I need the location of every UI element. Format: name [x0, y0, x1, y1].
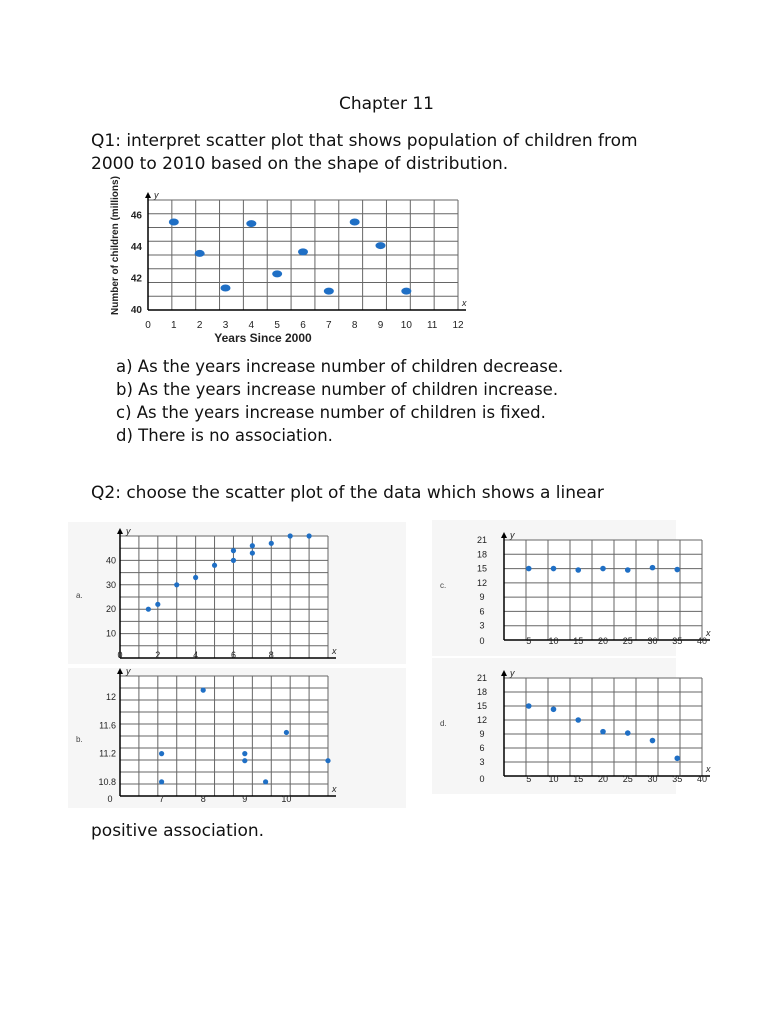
data-point: [284, 730, 289, 735]
data-point: [159, 751, 164, 756]
option-b: b) As the years increase number of children increase.: [116, 380, 559, 399]
x-tick-label: 15: [573, 774, 584, 784]
y-tick-label: 21: [476, 673, 488, 683]
data-point: [674, 755, 680, 761]
panel-letter: c.: [440, 581, 447, 590]
x-tick-label: 5: [274, 320, 280, 331]
data-point: [350, 219, 360, 226]
data-point: [600, 729, 606, 735]
plot-area: [504, 678, 702, 776]
x-tick-label: 8: [200, 794, 206, 804]
x-tick-label: 7: [159, 794, 165, 804]
x-tick-label: 4: [193, 650, 199, 660]
y-tick-label: 10: [105, 628, 116, 639]
data-point: [376, 242, 386, 249]
data-point: [155, 602, 160, 607]
x-tick-label: 25: [622, 774, 633, 784]
data-point: [195, 250, 205, 257]
x-tick-label: 5: [526, 636, 532, 646]
y-tick-label: 3: [479, 757, 485, 767]
data-point: [212, 563, 217, 568]
data-point: [325, 758, 330, 763]
y-tick-label: 6: [479, 743, 485, 753]
q1-scatter-chart: [100, 176, 467, 352]
x-tick-label: 2: [196, 320, 203, 331]
q1-options: [116, 355, 563, 447]
y-tick-label: 9: [479, 729, 485, 739]
x-tick-label: 40: [696, 636, 708, 646]
data-point: [250, 543, 255, 548]
q2-text-line2: positive association.: [91, 821, 265, 841]
y-tick-label: 12: [105, 692, 116, 703]
q2-text-line1: Q2: choose the scatter plot of the data which shows a linear: [91, 483, 604, 503]
x-tick-label: 0: [479, 774, 485, 784]
y-axis-letter: y: [154, 190, 159, 200]
y-tick-label: 3: [479, 620, 485, 631]
data-point: [250, 550, 255, 555]
x-axis-label: Years Since 2000: [214, 331, 312, 345]
y-tick-label: 44: [130, 242, 142, 254]
x-tick-label: 0: [117, 650, 123, 660]
x-tick-label: 7: [326, 320, 332, 331]
data-point: [551, 706, 557, 712]
option-d: d) There is no association.: [116, 426, 333, 445]
data-point: [526, 703, 532, 709]
data-point: [231, 558, 236, 563]
y-tick-label: 6: [479, 606, 485, 617]
panel-letter: b.: [76, 735, 83, 744]
y-axis-letter: y: [510, 668, 515, 678]
y-axis-letter: y: [126, 526, 131, 536]
x-tick-label: 9: [242, 794, 248, 804]
y-tick-label: 40: [130, 305, 142, 316]
data-point: [650, 738, 656, 744]
data-point: [650, 565, 656, 571]
y-tick-label: 15: [476, 701, 488, 711]
data-point: [159, 779, 164, 784]
y-axis-letter: y: [510, 530, 515, 540]
y-tick-label: 30: [105, 579, 116, 590]
data-point: [625, 567, 631, 573]
data-point: [221, 285, 231, 292]
x-tick-label: 10: [548, 636, 559, 646]
x-tick-label: 12: [452, 320, 464, 331]
data-point: [324, 288, 334, 295]
x-tick-label: 0: [107, 794, 113, 804]
y-axis-arrow: [145, 192, 151, 198]
x-tick-label: 20: [597, 636, 609, 646]
data-point: [306, 533, 311, 538]
x-tick-label: 4: [248, 320, 255, 331]
data-point: [600, 566, 606, 572]
y-tick-label: 42: [130, 273, 142, 285]
data-point: [288, 533, 293, 538]
y-axis-label: Number of children (millions): [110, 176, 121, 315]
x-axis-letter: x: [332, 784, 337, 794]
y-tick-label: 46: [130, 210, 142, 222]
x-tick-label: 30: [647, 636, 658, 646]
y-tick-label: 11.6: [99, 720, 116, 731]
y-tick-label: 21: [476, 535, 488, 545]
x-tick-label: 6: [300, 320, 306, 331]
q2-scatter-chart-d: [432, 658, 711, 794]
data-point: [401, 288, 411, 295]
data-point: [674, 567, 680, 573]
x-tick-label: 6: [230, 650, 236, 660]
x-tick-label: 15: [573, 636, 584, 646]
data-point: [263, 779, 268, 784]
y-tick-label: 15: [476, 563, 488, 574]
x-tick-label: 10: [548, 774, 559, 784]
x-tick-label: 1: [171, 320, 177, 331]
data-point: [146, 607, 151, 612]
data-point: [272, 270, 282, 277]
q1-text-line2: 2000 to 2010 based on the shape of distribution.: [91, 154, 509, 174]
y-tick-label: 11.2: [99, 748, 116, 759]
data-point: [201, 688, 206, 693]
data-point: [242, 751, 247, 756]
x-tick-label: 5: [526, 774, 532, 784]
data-point: [526, 566, 532, 572]
x-tick-label: 30: [647, 774, 658, 784]
plot-area: [504, 540, 702, 640]
data-point: [551, 566, 557, 572]
panel-letter: d.: [440, 719, 447, 728]
data-point: [269, 541, 274, 546]
data-point: [174, 582, 179, 587]
data-point: [242, 758, 247, 763]
y-tick-label: 40: [105, 555, 116, 566]
data-point: [169, 219, 179, 226]
q2-scatter-chart-c: [432, 520, 711, 656]
data-point: [575, 567, 581, 573]
x-tick-label: 8: [351, 320, 358, 331]
data-point: [193, 575, 198, 580]
x-tick-label: 2: [155, 650, 161, 660]
x-tick-label: 0: [479, 636, 485, 646]
x-tick-label: 35: [672, 636, 683, 646]
x-tick-label: 3: [222, 320, 229, 331]
y-axis-letter: y: [126, 666, 131, 676]
option-a: a) As the years increase number of children decrease.: [116, 357, 564, 376]
y-tick-label: 20: [105, 604, 116, 615]
option-c: c) As the years increase number of children is fixed.: [116, 403, 546, 422]
panel-letter: a.: [76, 591, 83, 600]
x-axis-letter: x: [332, 646, 337, 656]
data-point: [575, 717, 581, 723]
x-tick-label: 8: [268, 650, 274, 660]
data-point: [298, 248, 308, 255]
data-point: [625, 730, 631, 736]
y-tick-label: 18: [476, 549, 488, 560]
y-tick-label: 12: [476, 715, 488, 725]
q2-scatter-chart-b: [68, 668, 406, 808]
page-title: Chapter 11: [339, 94, 435, 114]
x-tick-label: 35: [672, 774, 683, 784]
data-point: [246, 220, 256, 227]
x-axis-letter: x: [462, 298, 467, 308]
x-tick-label: 10: [400, 320, 412, 331]
data-point: [231, 548, 236, 553]
q2-scatter-chart-a: [68, 522, 406, 664]
x-tick-label: 11: [426, 320, 438, 331]
y-tick-label: 18: [476, 687, 488, 697]
y-tick-label: 10.8: [98, 776, 116, 787]
x-tick-label: 9: [377, 320, 384, 331]
x-tick-label: 0: [145, 320, 151, 331]
q1-text-line1: Q1: interpret scatter plot that shows population of children from: [91, 131, 638, 151]
x-axis-letter: x: [706, 628, 711, 638]
y-tick-label: 9: [479, 592, 485, 603]
x-tick-label: 40: [696, 774, 708, 784]
x-axis-letter: x: [706, 764, 711, 774]
x-tick-label: 20: [597, 774, 609, 784]
x-tick-label: 10: [281, 794, 292, 804]
x-tick-label: 25: [622, 636, 633, 646]
y-tick-label: 12: [476, 577, 488, 588]
